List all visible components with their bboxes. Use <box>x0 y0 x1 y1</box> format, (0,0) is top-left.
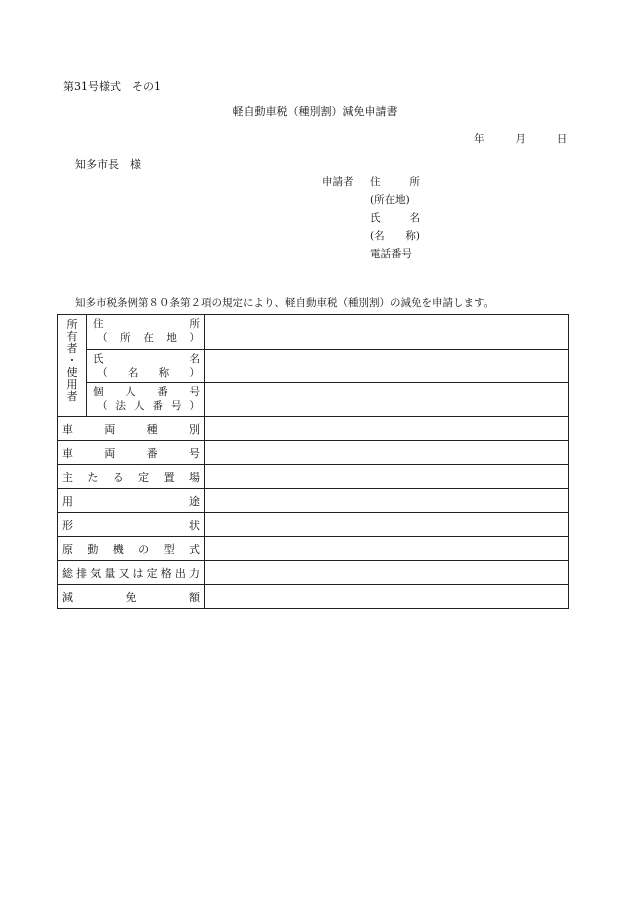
label-char: 又 <box>118 566 130 580</box>
label-char: 減 <box>62 590 73 604</box>
detail-table <box>57 314 569 609</box>
displacement-value[interactable] <box>205 561 568 584</box>
usage-row <box>58 488 568 512</box>
side-char: 所 <box>66 318 78 331</box>
label-char: 称) <box>405 230 420 242</box>
displacement-row <box>58 560 568 584</box>
date-line <box>474 132 567 146</box>
owner-number-row <box>87 382 568 416</box>
label-char: ） <box>189 400 200 413</box>
label-char: 用 <box>62 494 73 508</box>
vehicle-number-label <box>58 441 205 464</box>
shape-row <box>58 512 568 536</box>
label-char: （ <box>97 366 108 379</box>
applicant-location-label <box>370 193 420 211</box>
side-char: 者 <box>66 342 78 355</box>
label-char: 動 <box>87 542 99 556</box>
side-char: 有 <box>66 330 78 343</box>
label-char: 車 <box>62 446 73 460</box>
label-char: 場 <box>188 470 200 484</box>
side-char: 使 <box>66 366 78 379</box>
label-char: 所 <box>189 318 200 330</box>
label-char: 免 <box>125 590 137 604</box>
label-char: 種 <box>146 422 158 436</box>
label-char: 両 <box>104 422 116 436</box>
label-char: 両 <box>104 446 116 460</box>
label-char: 個 <box>93 386 104 399</box>
label-char: 番 <box>152 400 163 413</box>
shape-label <box>58 513 205 536</box>
vehicle-type-row <box>58 416 568 440</box>
label-char: 格 <box>160 566 172 580</box>
engine-model-label <box>58 537 205 560</box>
label-char: 式 <box>188 542 200 556</box>
label-char: 名 <box>409 212 420 224</box>
owner-number-value[interactable] <box>205 383 568 416</box>
label-char: 途 <box>189 494 200 508</box>
label-char: 人 <box>134 400 145 413</box>
label-char: (名 <box>370 230 385 242</box>
label-char: 置 <box>163 470 175 484</box>
owner-name-row <box>87 349 568 383</box>
vehicle-type-value[interactable] <box>205 417 568 440</box>
date-month: 月 <box>515 133 526 145</box>
applicant-name-label <box>370 211 420 229</box>
date-year: 年 <box>474 133 485 145</box>
label-char: 電話番号 <box>370 248 412 260</box>
label-char: 力 <box>188 566 200 580</box>
label-char: 氏 <box>370 212 381 224</box>
vehicle-number-row <box>58 440 568 464</box>
label-char: 号 <box>188 446 200 460</box>
label-char: 名 <box>127 366 139 379</box>
label-char: た <box>87 470 99 484</box>
label-char: ） <box>189 366 200 379</box>
label-char: 人 <box>125 386 136 399</box>
label-char: 気 <box>90 566 102 580</box>
label-char: の <box>138 542 150 556</box>
storage-place-label <box>58 465 205 488</box>
owner-address-row <box>87 315 568 349</box>
applicant-block <box>322 175 420 265</box>
label-char: 主 <box>62 470 73 484</box>
shape-value[interactable] <box>205 513 568 536</box>
label-char: 別 <box>188 422 200 436</box>
label-char: 称 <box>158 366 170 379</box>
label-char: 機 <box>112 542 124 556</box>
owner-name-value[interactable] <box>205 350 568 383</box>
label-char: 量 <box>104 566 116 580</box>
addressee: 知多市長 様 <box>75 158 141 171</box>
label-char: 地 <box>166 332 177 344</box>
label-char: ） <box>189 332 200 344</box>
label-char: （ <box>97 332 108 344</box>
label-char: 号 <box>189 386 200 399</box>
label-char: 額 <box>189 590 200 604</box>
engine-model-row <box>58 536 568 560</box>
label-char: （ <box>97 400 108 413</box>
label-char: 排 <box>76 566 88 580</box>
usage-label <box>58 489 205 512</box>
owner-side-label <box>58 315 87 416</box>
date-day: 日 <box>556 133 568 145</box>
owner-address-label <box>87 315 205 349</box>
label-char: 番 <box>146 446 158 460</box>
engine-model-value[interactable] <box>205 537 568 560</box>
statement: 知多市税条例第８０条第２項の規定により、軽自動車税（種別割）の減免を申請します。 <box>75 297 495 309</box>
storage-place-value[interactable] <box>205 465 568 488</box>
label-char: 所 <box>409 176 420 188</box>
label-char: 名 <box>189 352 200 365</box>
exemption-amount-value[interactable] <box>205 585 568 608</box>
usage-value[interactable] <box>205 489 568 512</box>
label-char: 番 <box>157 386 168 399</box>
label-char: (所在地) <box>370 194 410 206</box>
applicant-lead: 申請者 <box>322 176 354 188</box>
applicant-title-label <box>370 229 420 247</box>
label-char: 総 <box>62 566 73 580</box>
label-char: 型 <box>163 542 175 556</box>
storage-place-row <box>58 464 568 488</box>
label-char: 法 <box>115 400 126 413</box>
displacement-label <box>58 561 205 584</box>
exemption-amount-label <box>58 585 205 608</box>
label-char: 在 <box>143 332 154 344</box>
label-char: は <box>132 566 144 580</box>
owner-group <box>58 315 568 416</box>
label-char: 氏 <box>93 352 104 365</box>
label-char: 車 <box>62 422 73 436</box>
applicant-address-label <box>370 175 420 193</box>
label-char: 状 <box>189 518 200 532</box>
label-char: 住 <box>93 318 104 330</box>
exemption-amount-row <box>58 584 568 608</box>
label-char: 号 <box>171 400 182 413</box>
label-char: る <box>112 470 124 484</box>
side-char: 用 <box>66 378 78 391</box>
applicant-phone-label <box>370 247 420 265</box>
label-char: 出 <box>174 566 186 580</box>
label-char: 原 <box>62 542 73 556</box>
owner-address-value[interactable] <box>205 315 568 349</box>
form-number: 第31号様式 その1 <box>63 80 161 93</box>
side-char: 者 <box>66 390 78 403</box>
owner-name-label <box>87 350 205 383</box>
document-title: 軽自動車税（種別割）減免申請書 <box>232 105 398 118</box>
owner-number-label <box>87 383 205 416</box>
vehicle-number-value[interactable] <box>205 441 568 464</box>
side-char: ・ <box>66 354 78 367</box>
label-char: 定 <box>146 566 158 580</box>
label-char: 住 <box>370 176 381 188</box>
label-char: 所 <box>120 332 131 344</box>
vehicle-type-label <box>58 417 205 440</box>
label-char: 形 <box>62 518 73 532</box>
label-char: 定 <box>138 470 150 484</box>
